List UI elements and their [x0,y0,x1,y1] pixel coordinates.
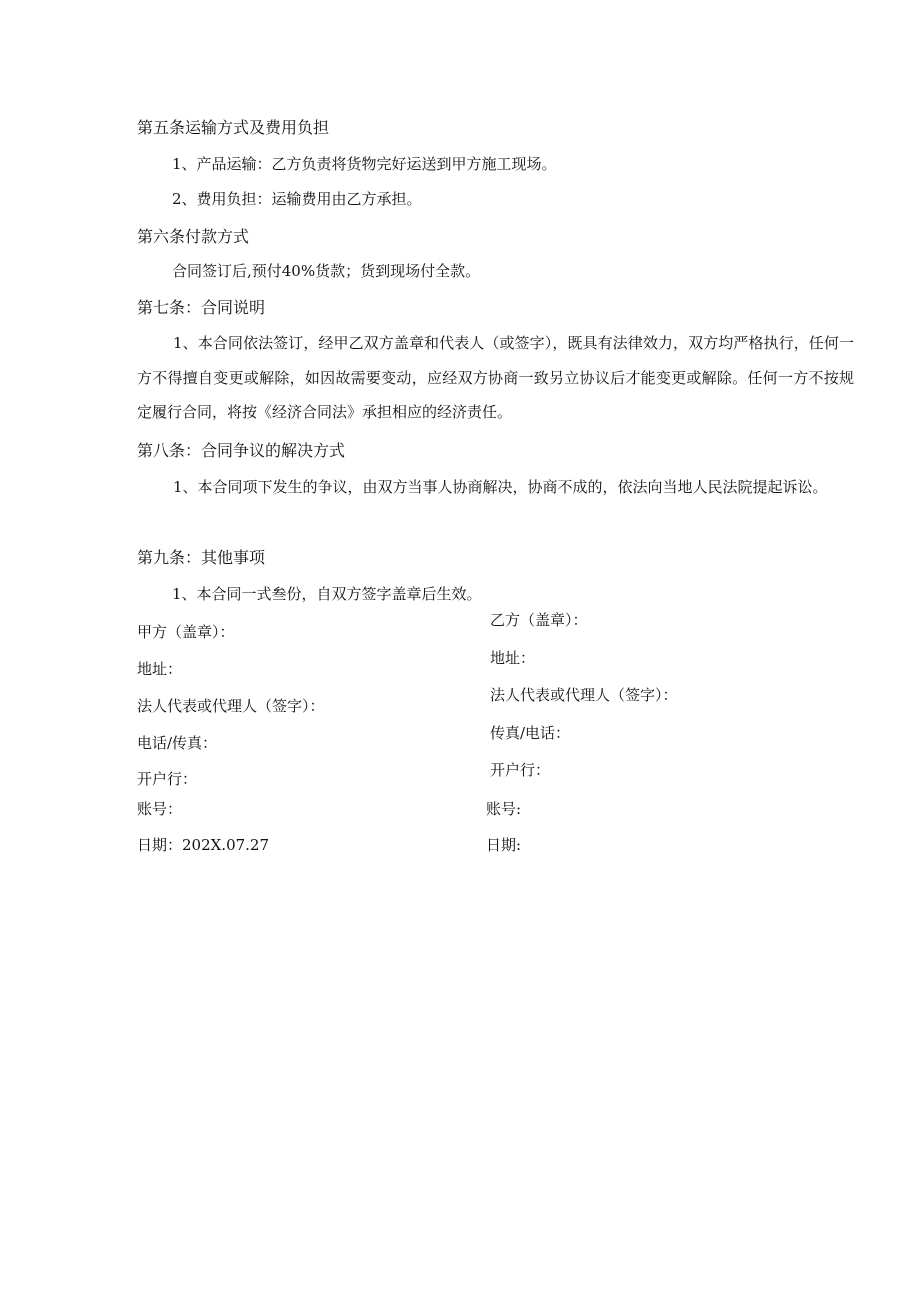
section-8-paragraph: 1、本合同项下发生的争议，由双方当事人协商解决，协商不成的，依法向当地人民法院提起诉讼。 [173,478,828,496]
party-b-phone-fax: 传真/电话： [490,724,571,742]
party-a-phone-fax: 电话/传真： [137,734,218,752]
party-b-representative: 法人代表或代理人（签字）： [490,686,678,704]
section-9-title: 第九条：其他事项 [137,548,266,567]
party-a-representative: 法人代表或代理人（签字）： [137,697,325,715]
party-a-account: 账号： [137,800,183,818]
party-a-seal: 甲方（盖章）： [137,623,235,641]
section-5-item-1: 1、产品运输：乙方负责将货物完好运送到甲方施工现场。 [172,155,557,173]
section-5-item-2: 2、费用负担：运输费用由乙方承担。 [172,190,422,208]
section-7-title: 第七条：合同说明 [137,298,266,317]
section-7-paragraph: 1、本合同依法签订，经甲乙双方盖章和代表人（或签字），既具有法律效力，双方均严格执行，任何一方不得擅自变更或解除，如因故需要变动，应经双方协商一致另立协议后才能变更或解除。任何一方不按规定履行合同，将按《经济合同法》承担相应的经济责任。 [137,334,854,421]
party-b-address: 地址： [490,649,536,667]
party-b-date: 日期: [486,836,522,854]
party-b-seal: 乙方（盖章）： [490,611,588,629]
party-a-address: 地址： [137,660,183,678]
section-8-title: 第八条：合同争议的解决方式 [137,441,346,460]
section-6-title: 第六条付款方式 [137,227,250,246]
section-6-item-1: 合同签订后,预付40%货款；货到现场付全款。 [172,262,481,280]
section-9-item-1: 1、本合同一式叁份，自双方签字盖章后生效。 [172,585,482,603]
party-a-date: 日期：202X.07.27 [137,836,270,854]
party-b-bank: 开户行： [490,761,551,779]
party-a-bank: 开户行： [137,770,198,788]
section-5-title: 第五条运输方式及费用负担 [137,118,330,137]
party-b-account: 账号: [486,800,522,818]
